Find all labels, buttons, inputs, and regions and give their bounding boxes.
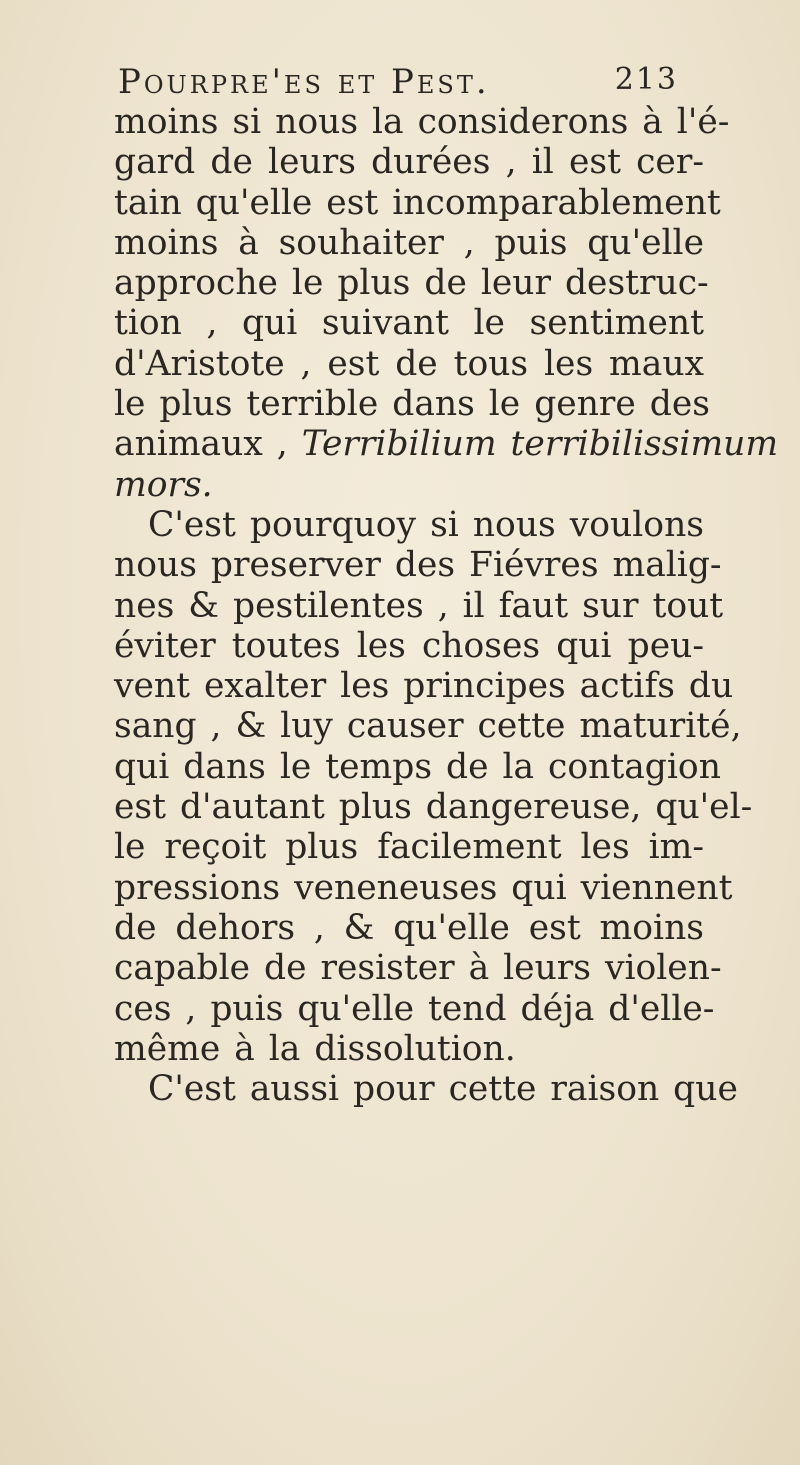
paragraph-start: C'est aussi pour cette raison que: [148, 1069, 738, 1110]
text-line: le reçoit plus facilement les im-: [114, 827, 704, 868]
text-line: de dehors , & qu'elle est moins: [114, 907, 704, 948]
latin-quotation-end: mors.: [114, 464, 213, 505]
text-line: sang , & luy causer cette maturité,: [114, 706, 742, 747]
paragraph-end: même à la dissolution.: [114, 1028, 516, 1069]
text-line: d'Aristote , est de tous les maux: [114, 343, 704, 384]
text-line: nes & pestilentes , il faut sur tout: [114, 585, 724, 626]
text-line: capable de resister à leurs violen-: [114, 948, 722, 989]
text-line: moins si nous la considerons à l'é-: [114, 102, 730, 142]
text-fragment: animaux ,: [114, 424, 288, 465]
text-line: approche le plus de leur destruc-: [114, 263, 709, 304]
text-line: éviter toutes les choses qui peu-: [114, 625, 704, 666]
text-line: qui dans le temps de la contagion: [114, 746, 721, 787]
body-text: [114, 102, 779, 1110]
text-line: est d'autant plus dangereuse, qu'el-: [114, 787, 753, 828]
text-line: [114, 424, 779, 465]
text-line: moins à souhaiter , puis qu'elle: [114, 222, 704, 263]
text-line: vent exalter les principes actifs du: [114, 666, 734, 707]
text-line: nous preserver des Fiévres malig-: [114, 545, 722, 586]
running-title: Pourpre'es et Pest.: [118, 62, 490, 102]
text-line: gard de leurs durées , il est cer-: [114, 142, 704, 183]
text-line: ces , puis qu'elle tend déja d'elle-: [114, 988, 715, 1029]
text-line: le plus terrible dans le genre des: [114, 384, 710, 425]
text-line: pressions veneneuses qui viennent: [114, 867, 733, 908]
paragraph-start: C'est pourquoy si nous voulons: [148, 504, 704, 545]
page-number: 213: [614, 62, 678, 97]
text-line: tain qu'elle est incomparablement: [114, 182, 721, 223]
latin-quotation: Terribilium terribilissimum: [301, 424, 779, 465]
text-line: tion , qui suivant le sentiment: [114, 303, 704, 344]
